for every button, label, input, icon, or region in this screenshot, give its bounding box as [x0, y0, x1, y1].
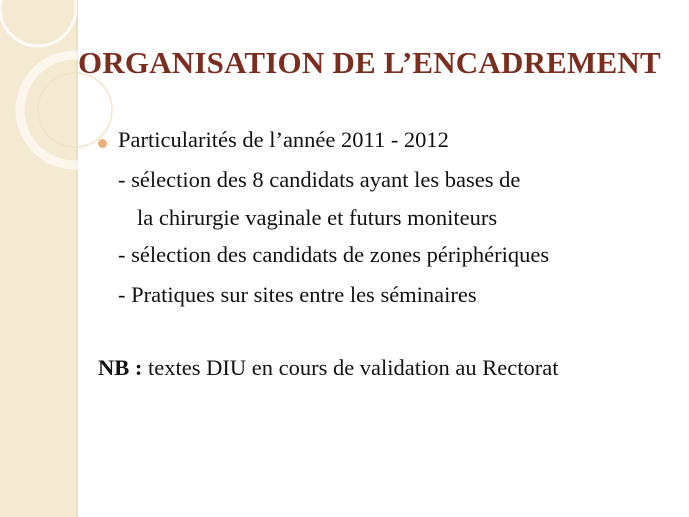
list-item: - sélection des candidats de zones périphériques — [118, 242, 550, 267]
list-item: - sélection des 8 candidats ayant les bases de — [118, 167, 521, 192]
deco-circle-inner — [38, 73, 112, 147]
list-item: - Pratiques sur sites entre les séminaires — [118, 282, 477, 307]
bullet-heading: Particularités de l’année 2011 - 2012 — [118, 127, 449, 152]
deco-circle-top — [0, 0, 76, 46]
bullet-icon — [98, 139, 107, 148]
slide-title: ORGANISATION DE L’ENCADREMENT — [78, 45, 661, 80]
list-item: la chirurgie vaginale et futurs moniteurs — [137, 205, 498, 230]
nb-text: textes DIU en cours de validation au Rectorat — [142, 355, 559, 380]
nb-label: NB : — [98, 355, 143, 380]
nb-note — [98, 355, 558, 381]
